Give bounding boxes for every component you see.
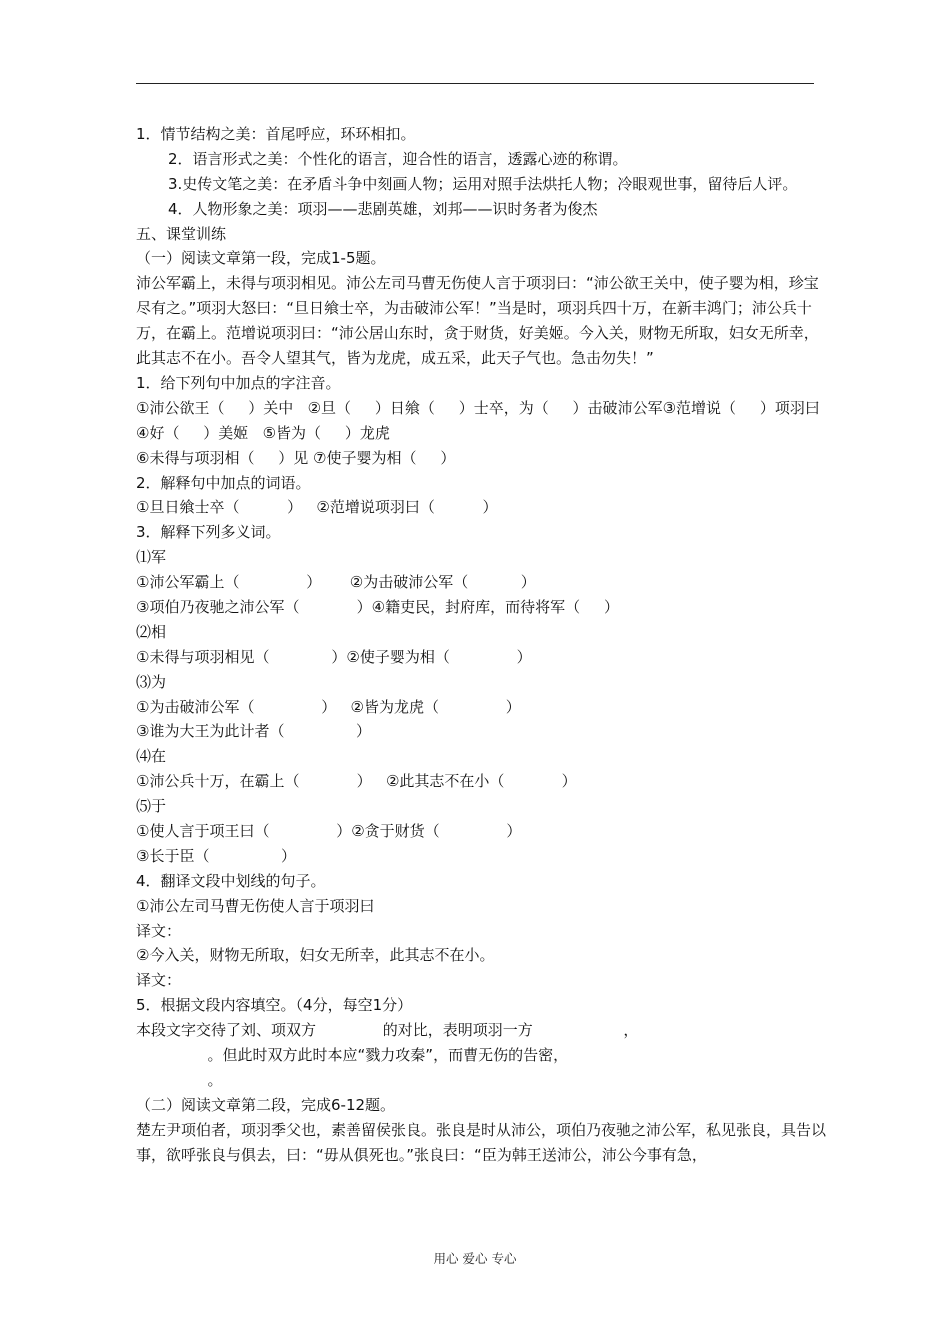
word-heading: ⑴军	[136, 548, 167, 567]
question-line: 。但此时双方此时本应“戮力攻秦”，而曹无伤的告密，	[136, 1046, 569, 1065]
question-title: 4．翻译文段中划线的句子。	[136, 871, 326, 890]
translation-label: 译文：	[136, 971, 182, 990]
header-rule	[136, 83, 814, 84]
question-line: ①未得与项羽相见（ ）②使子婴为相（ ）	[136, 647, 532, 666]
section-heading: 五、课堂训练	[136, 224, 227, 243]
passage-paragraph: 楚左尹项伯者，项羽季父也，素善留侯张良。张良是时从沛公，项伯乃夜驰之沛公军，私见张良，具告以事，欲呼张良与俱去，曰：“毋从俱死也。”张良曰：“臣为韩王送沛公，沛公今事有急，	[136, 1120, 827, 1164]
question-line: ③谁为大王为此计者（ ）	[136, 722, 371, 741]
document-body	[136, 122, 826, 1168]
question-line: ③项伯乃夜驰之沛公军（ ）④籍吏民，封府库，而待将军（ ）	[136, 598, 619, 616]
word-heading: ⑶为	[136, 672, 167, 691]
question-line: ①为击破沛公军（ ） ②皆为龙虎（ ）	[136, 697, 521, 716]
question-line: 。	[136, 1070, 223, 1089]
text-line: 3.史传文笔之美：在矛盾斗争中刻画人物；运用对照手法烘托人物；冷眼观世事，留待后人评。	[168, 174, 798, 193]
question-line: 本段文字交待了刘、项双方 的对比，表明项羽一方 ，	[136, 1021, 639, 1040]
question-line: ①沛公左司马曹无伤使人言于项羽曰	[136, 896, 375, 915]
translation-label: 译文：	[136, 921, 182, 940]
question-title: 3．解释下列多义词。	[136, 523, 281, 542]
question-line: ④好（ ）美姬 ⑤皆为（ ）龙虎	[136, 423, 390, 442]
text-line: 1．情节结构之美：首尾呼应，环环相扣。	[136, 125, 416, 143]
question-line: ①沛公欲王（ ）关中 ②旦（ ）日飨（ ）士卒，为（ ）击破沛公军③范增说（ ）项羽曰	[136, 398, 820, 417]
page-footer: 用心 爱心 专心	[433, 1251, 517, 1266]
word-heading: ⑸于	[136, 797, 167, 816]
subsection-heading: （二）阅读文章第二段，完成6-12题。	[136, 1095, 396, 1114]
question-line: ⑥未得与项羽相（ ）见 ⑦使子婴为相（ ）	[136, 448, 456, 467]
question-title: 1．给下列句中加点的字注音。	[136, 373, 341, 392]
question-title: 5．根据文段内容填空。（4分，每空1分）	[136, 996, 413, 1015]
passage-paragraph: 沛公军霸上，未得与项羽相见。沛公左司马曹无伤使人言于项羽曰：“沛公欲王关中，使子婴为相，珍宝尽有之。”项羽大怒曰：“旦日飨士卒，为击破沛公军！”当是时，项羽兵四十万，在新丰鸿门；沛公兵十万，在霸上。范增说项羽曰：“沛公居山东时，贪于财货，好美姬。今入关，财物无所取，妇女无所幸，此其志不在小。吾令人望其气，皆为龙虎，成五采，此天子气也。急击勿失！”	[136, 274, 819, 368]
text-line: 4．人物形象之美：项羽——悲剧英雄，刘邦——识时务者为俊杰	[168, 199, 598, 218]
question-line: ①沛公军霸上（ ） ②为击破沛公军（ ）	[136, 573, 536, 592]
question-line: ①沛公兵十万，在霸上（ ） ②此其志不在小（ ）	[136, 772, 577, 791]
question-line: ③长于臣（ ）	[136, 846, 296, 865]
question-line: ①使人言于项王曰（ ）②贪于财货（ ）	[136, 822, 522, 841]
word-heading: ⑵相	[136, 622, 167, 641]
subsection-heading: （一）阅读文章第一段，完成1-5题。	[136, 249, 386, 268]
question-line: ①旦日飨士卒（ ） ②范增说项羽曰（ ）	[136, 498, 498, 517]
question-title: 2．解释句中加点的词语。	[136, 473, 311, 492]
word-heading: ⑷在	[136, 747, 167, 766]
text-line: 2．语言形式之美：个性化的语言，迎合性的语言，透露心迹的称谓。	[168, 149, 628, 168]
question-line: ②今入关，财物无所取，妇女无所幸，此其志不在小。	[136, 946, 495, 965]
